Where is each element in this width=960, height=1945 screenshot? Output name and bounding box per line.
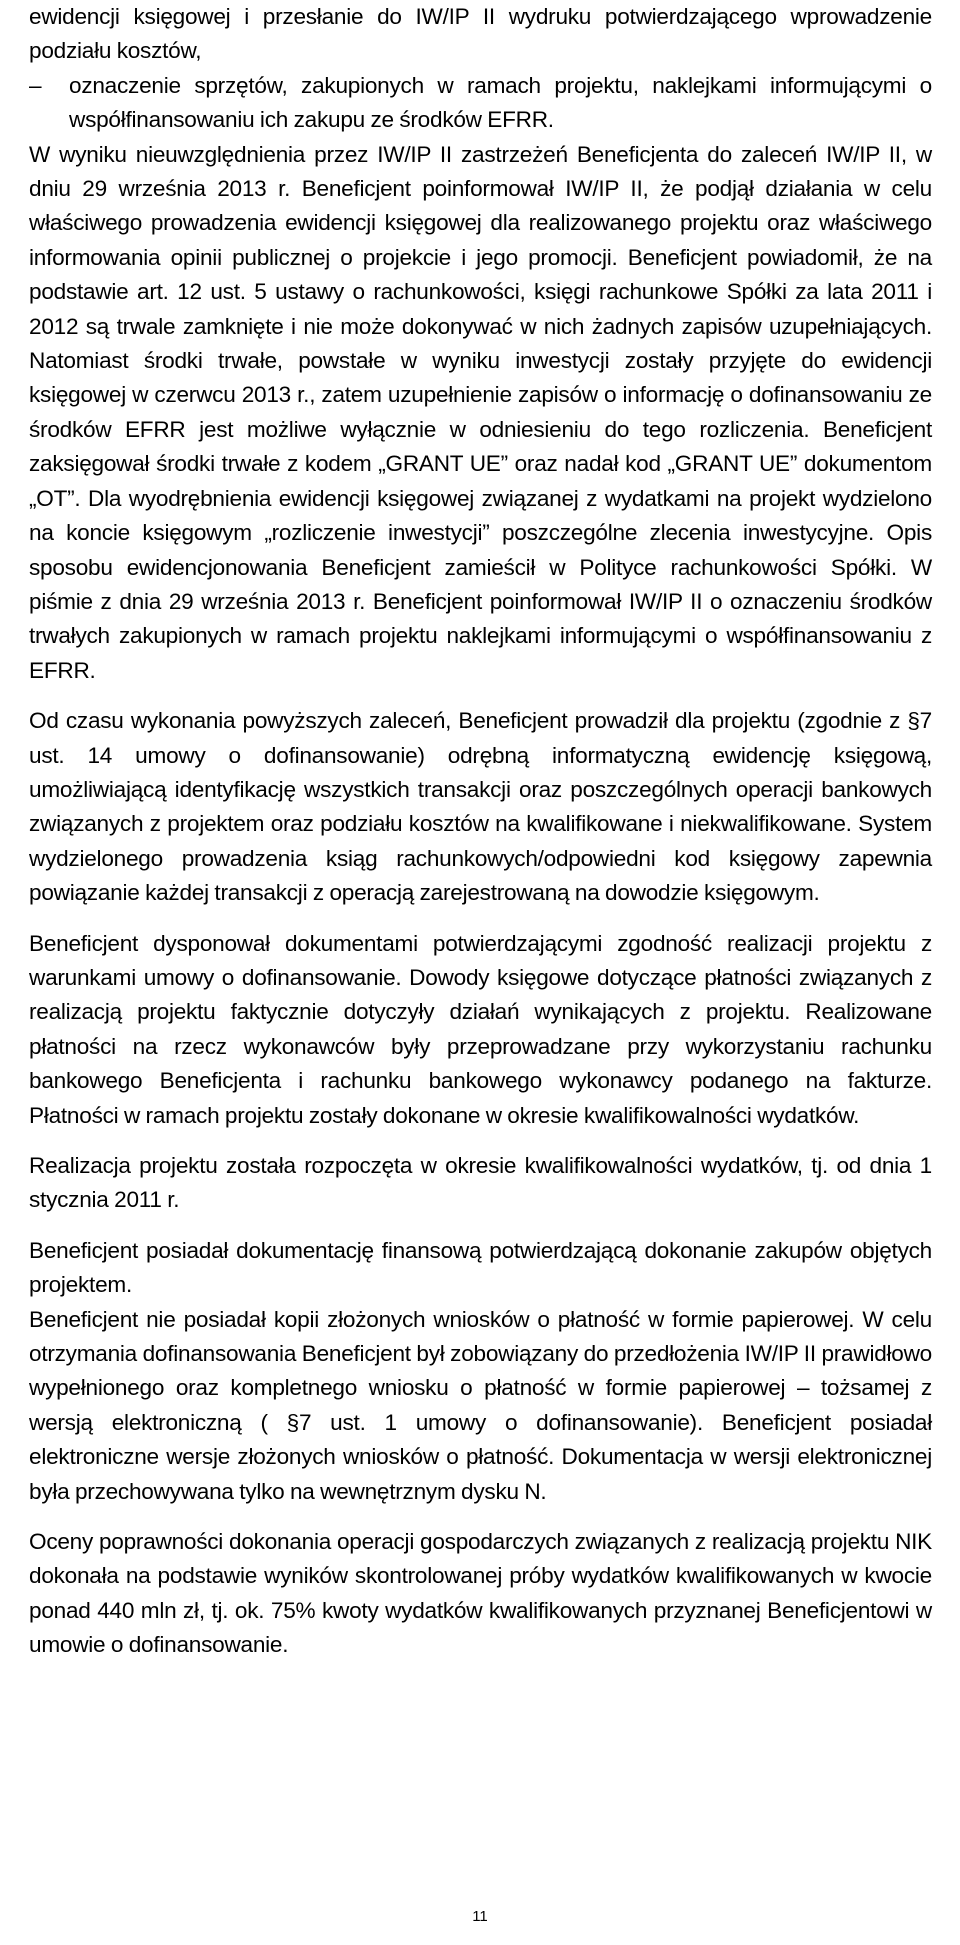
paragraph-accounting-record: Od czasu wykonania powyższych zaleceń, Beneficjent prowadził dla projektu (zgodnie z §7 ust. 14 umowy o dofinansowanie) odrębną informatyczną ewidencję księgową, umożliwiającą identyfikację wszystkich transakcji oraz poszczególnych operacji bankowych związanych z projektem oraz podziału kosztów na kwalifikowane i niekwalifikowane. System wydzielonego prowadzenia ksiąg rachunkowych/odpowiedni kod księgowy zapewnia powiązanie każdej transakcji z operacją zarejestrowaną na dowodzie księgowym.: [29, 708, 932, 906]
paragraph-payment-applications: Beneficjent nie posiadał kopii złożonych wniosków o płatność w formie papierowej. W celu otrzymania dofinansowania Beneficjent był zobowiązany do przedłożenia IW/IP II prawidłowo wypełnionego oraz kompletnego wniosku o płatność w formie papierowej – tożsamej z wersją elektroniczną ( §7 ust. 1 umowy o dofinansowanie). Beneficjent posiadał elektroniczne wersje złożonych wniosków o płatność. Dokumentacja w wersji elektronicznej była przechowywana tylko na wewnętrznym dysku N.: [29, 1306, 932, 1504]
page-number: 11: [472, 1908, 488, 1925]
dash-item-text: oznaczenie sprzętów, zakupionych w ramach projektu, naklejkami informującymi o współfinansowaniu ich zakupu ze środków EFRR.: [69, 72, 932, 133]
paragraph-financial-documentation: Beneficjent posiadał dokumentację finansową potwierdzającą dokonanie zakupów objętych projektem.: [29, 1237, 932, 1298]
document-page: [29, 0, 932, 1663]
dash-bullet: –: [29, 72, 42, 98]
paragraph-nik-assessment: Oceny poprawności dokonania operacji gospodarczych związanych z realizacją projektu NIK dokonała na podstawie wyników skontrolowanej próby wydatków kwalifikowanych w kwocie ponad 440 mln zł, tj. ok. 75% kwoty wydatków kwalifikowanych przyznanej Beneficjentowi w umowie o dofinansowanie.: [29, 1529, 932, 1658]
paragraph-payment-documents: Beneficjent dysponował dokumentami potwierdzającymi zgodność realizacji projektu z warunkami umowy o dofinansowanie. Dowody księgowe dotyczące płatności związanych z realizacją projektu faktycznie dotyczyły działań wynikających z projektu. Realizowane płatności na rzecz wykonawców były przeprowadzane przy wykorzystaniu rachunku bankowego Beneficjenta i rachunku bankowego wykonawcy podanego na fakturze. Płatności w ramach projektu zostały dokonane w okresie kwalifikowalności wydatków.: [29, 930, 932, 1128]
paragraph-continuation: ewidencji księgowej i przesłanie do IW/IP II wydruku potwierdzającego wprowadzenie podziału kosztów,: [29, 4, 932, 64]
dash-list-item: [29, 69, 932, 138]
paragraph-response: W wyniku nieuwzględnienia przez IW/IP II zastrzeżeń Beneficjenta do zaleceń IW/IP II, w dniu 29 września 2013 r. Beneficjent poinformował IW/IP II, że podjął działania w celu właściwego prowadzenia ewidencji księgowej dla realizowanego projektu oraz właściwego informowania opinii publicznej o projekcie i jego promocji. Beneficjent powiadomił, że na podstawie art. 12 ust. 5 ustawy o rachunkowości, księgi rachunkowe Spółki za lata 2011 i 2012 są trwale zamknięte i nie może dokonywać w nich żadnych zapisów uzupełniających. Natomiast środki trwałe, powstałe w wyniku inwestycji zostały przyjęte do ewidencji księgowej w czerwcu 2013 r., zatem uzupełnienie zapisów o informację o dofinansowaniu ze środków EFRR jest możliwe wyłącznie w odniesieniu do tego rozliczenia. Beneficjent zaksięgował środki trwałe z kodem „GRANT UE” oraz nadał kod „GRANT UE” dokumentom „OT”. Dla wyodrębnienia ewidencji księgowej związanej z wydatkami na projekt wydzielono na koncie księgowym „rozliczenie inwestycji” poszczególne zlecenia inwestycyjne. Opis sposobu ewidencjonowania Beneficjent zamieścił w Polityce rachunkowości Spółki. W piśmie z dnia 29 września 2013 r. Beneficjent poinformował IW/IP II o oznaczeniu środków trwałych zakupionych w ramach projektu naklejkami informującymi o współfinansowaniu z EFRR.: [29, 141, 932, 683]
paragraph-project-start: Realizacja projektu została rozpoczęta w okresie kwalifikowalności wydatków, tj. od dnia 1 stycznia 2011 r.: [29, 1153, 932, 1213]
